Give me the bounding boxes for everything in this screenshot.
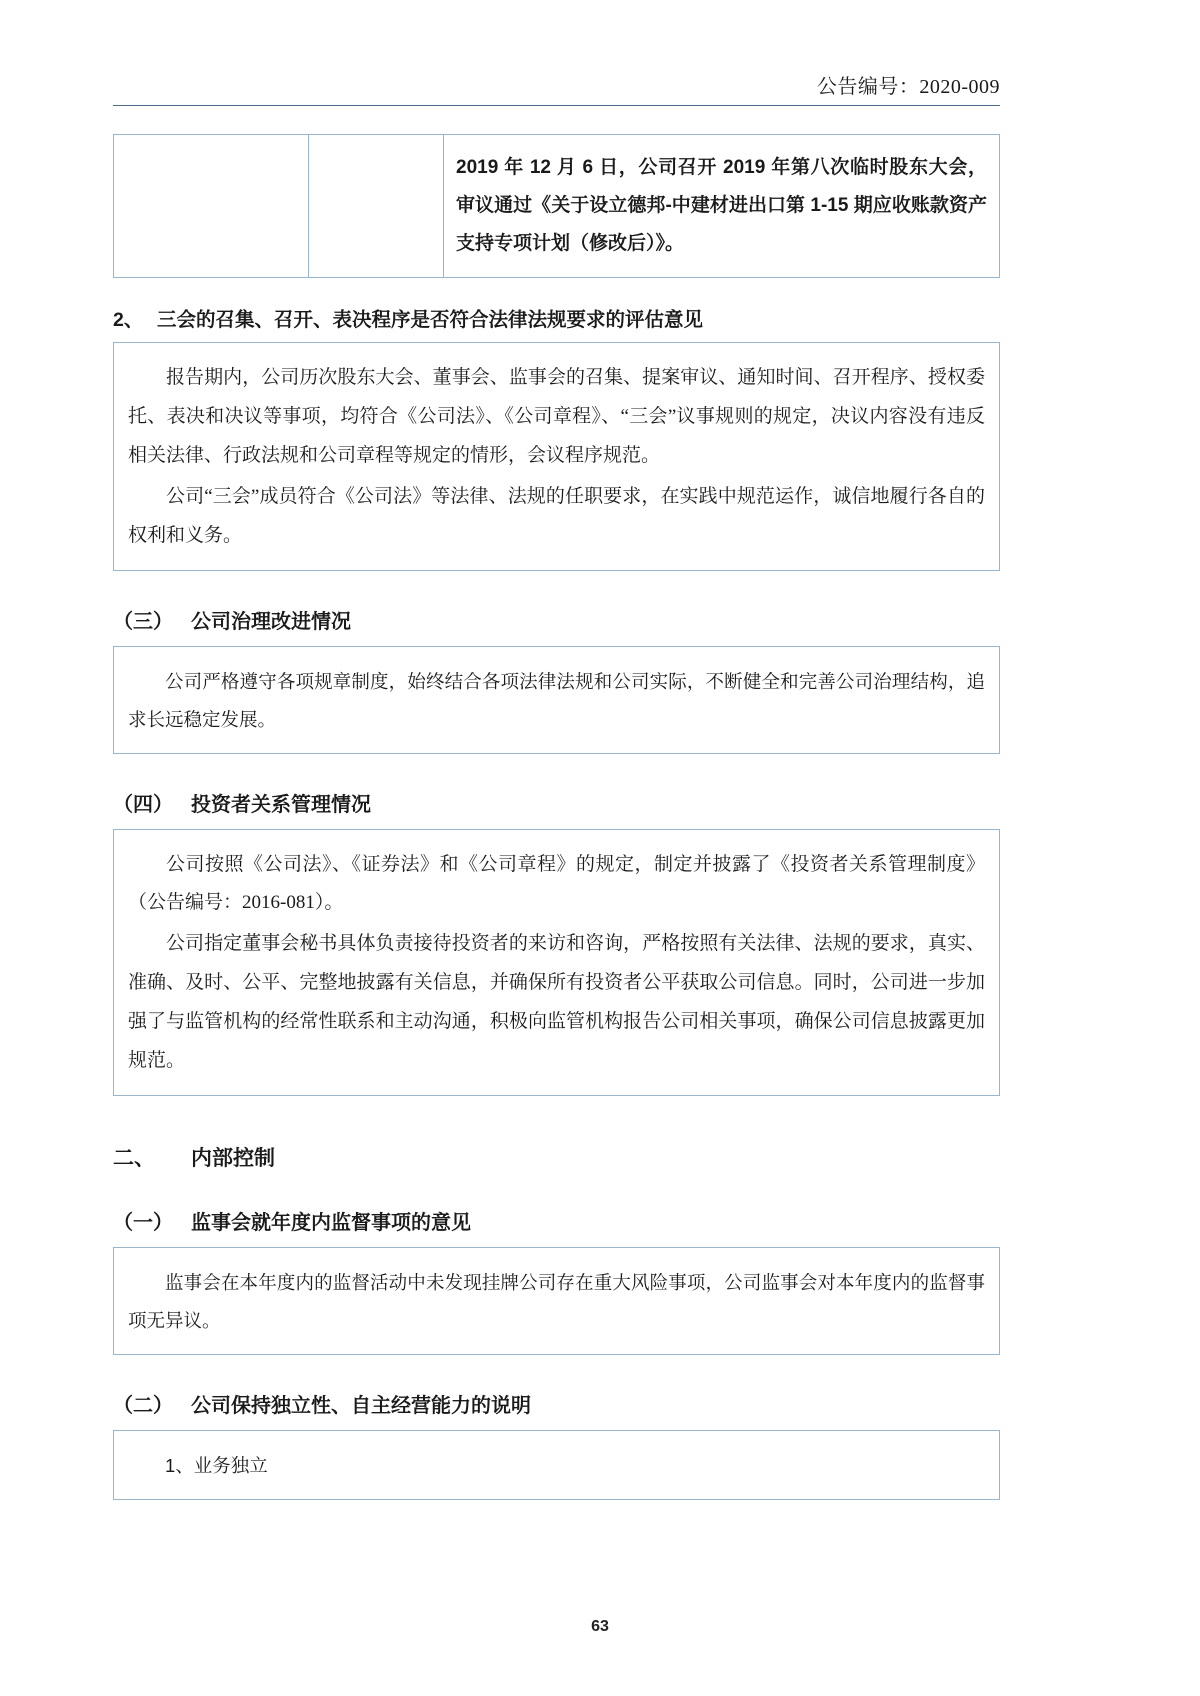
subsection-title: 公司保持独立性、自主经营能力的说明 (191, 1395, 531, 1417)
subsection-heading-one (113, 1206, 1000, 1235)
page-number: 63 (591, 1618, 609, 1635)
section-heading-four (113, 788, 1000, 817)
subsection-number: （二） (113, 1395, 173, 1417)
section-number: 2、 (113, 309, 144, 331)
section-number: （四） (113, 793, 173, 816)
paragraph: 1、业务独立 (165, 1455, 268, 1476)
subsection-heading-two (113, 1389, 1000, 1418)
table-row (114, 135, 1000, 278)
section-heading-2 (113, 304, 1000, 332)
subsection-body-one (113, 1247, 1000, 1355)
section-body-three (113, 646, 1000, 754)
table-cell-col2 (309, 135, 444, 278)
chapter-heading (113, 1142, 1000, 1172)
section-heading-three (113, 605, 1000, 634)
chapter-title: 内部控制 (191, 1147, 275, 1171)
section-title: 三会的召集、召开、表决程序是否符合法律法规要求的评估意见 (157, 309, 704, 331)
paragraph: 报告期内，公司历次股东大会、董事会、监事会的召集、提案审议、通知时间、召开程序、授权委托、表决和决议等事项，均符合《公司法》、《公司章程》、“三会”议事规则的规定，决议内容没有违反相关法律、行政法规和公司章程等规定的情形，会议程序规范。 (128, 367, 985, 466)
page-content (113, 70, 1000, 1500)
paragraph: 公司严格遵守各项规章制度，始终结合各项法律法规和公司实际，不断健全和完善公司治理结构，追求长远稳定发展。 (128, 670, 985, 730)
section-title: 投资者关系管理情况 (191, 793, 371, 816)
subsection-body-two (113, 1430, 1000, 1500)
subsection-number: （一） (113, 1212, 173, 1235)
paragraph: 公司指定董事会秘书具体负责接待投资者的来访和咨询，严格按照有关法律、法规的要求，真实、准确、及时、公平、完整地披露有关信息，并确保所有投资者公平获取公司信息。同时，公司进一步加强了与监管机构的经常性联系和主动沟通，积极向监管机构报告公司相关事项，确保公司信息披露更加规范。 (128, 933, 985, 1072)
section-title: 公司治理改进情况 (191, 610, 351, 633)
paragraph: 监事会在本年度内的监督活动中未发现挂牌公司存在重大风险事项，公司监事会对本年度内的监督事项无异议。 (128, 1272, 985, 1332)
paragraph: 公司“三会”成员符合《公司法》等法律、法规的任职要求，在实践中规范运作，诚信地履行各自的权利和义务。 (128, 485, 985, 546)
subsection-title: 监事会就年度内监督事项的意见 (191, 1212, 471, 1235)
paragraph: 公司按照《公司法》、《证券法》和《公司章程》的规定，制定并披露了《投资者关系管理制度》（公告编号：2016-081）。 (128, 853, 985, 914)
section-body-2 (113, 342, 1000, 571)
table-cell-col3 (444, 135, 1000, 278)
section-body-four (113, 829, 1000, 1097)
meeting-resolution-table (113, 134, 1000, 278)
page-header: 公告编号：2020-009 (113, 70, 1000, 106)
section-number: （三） (113, 610, 173, 633)
chapter-number: 二、 (113, 1147, 155, 1171)
table-cell-text: 2019 年 12 月 6 日，公司召开 2019 年第八次临时股东大会，审议通过《关于设立德邦-中建材进出口第 1-15 期应收账款资产支持专项计划（修改后）》。 (456, 157, 987, 254)
table-cell-col1 (114, 135, 309, 278)
